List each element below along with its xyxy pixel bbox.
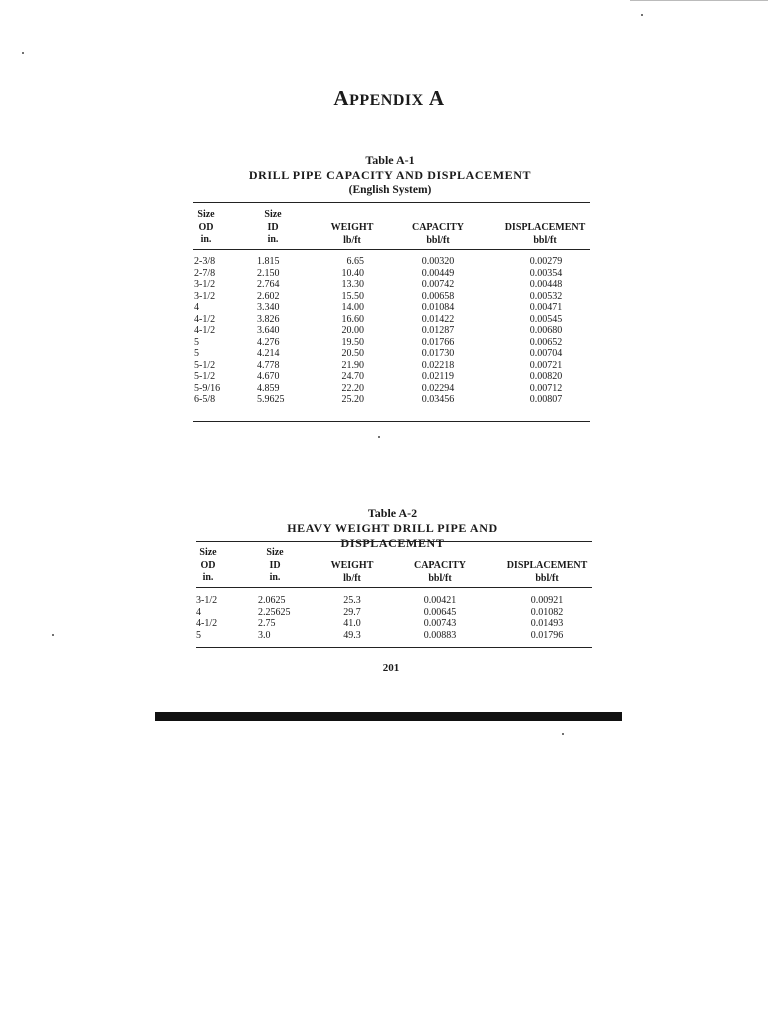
table1-displacement-cell: 0.00471 [529, 302, 563, 313]
table1-displacement-cell: 0.00652 [529, 336, 563, 348]
table1-displacement-cell: 0.00279 [529, 256, 563, 267]
scan-speck [562, 733, 564, 735]
table1-displacement-cell: 0.00545 [529, 313, 563, 325]
table1-weight-cell: 10.40 [341, 267, 364, 279]
table1-displacement-cell: 0.00721 [529, 359, 563, 371]
table1-capacity-cell: 0.00658 [421, 290, 455, 302]
table1-displacement-cell: 0.00712 [529, 382, 563, 394]
table1-id-cell: 2.150 [257, 267, 280, 279]
table-a1-header-od: Size OD in. [197, 209, 215, 245]
table-a2-title: HEAVY WEIGHT DRILL PIPE AND DISPLACEMENT [287, 521, 498, 550]
table1-weight-cell: 16.60 [341, 313, 364, 325]
table1-od-cell: 2-3/8 [194, 256, 216, 267]
table1-od-cell: 5-9/16 [194, 382, 221, 394]
table1-capacity-cell: 0.01422 [421, 313, 455, 325]
scan-speck [22, 52, 24, 54]
table1-displacement-cell: 0.00704 [529, 348, 563, 359]
table2-id-cell: 2.25625 [258, 606, 291, 618]
table2-weight-cell: 49.3 [343, 629, 361, 641]
table1-id-cell: 4.214 [257, 348, 280, 359]
table1-weight-cell: 21.90 [341, 359, 364, 371]
table2-capacity-cell: 0.00743 [423, 618, 457, 629]
table2-displacement-cell: 0.00921 [530, 595, 564, 606]
table1-capacity-cell: 0.02294 [421, 382, 455, 394]
table1-id-cell: 2.764 [257, 279, 280, 290]
table2-od-cell: 4 [196, 606, 201, 618]
table-a2-number: Table A-2 [367, 506, 418, 520]
table-a1-col-displacement [518, 256, 574, 406]
table1-displacement-cell: 0.00448 [529, 279, 563, 290]
table2-weight-cell: 25.3 [343, 595, 361, 606]
table2-displacement-cell: 0.01796 [530, 629, 564, 641]
table-a1-header-weight: WEIGHT lb/ft [330, 222, 374, 246]
scan-edge-line [630, 0, 768, 1]
table1-id-cell: 4.778 [257, 359, 280, 371]
table2-id-cell: 2.75 [258, 618, 276, 629]
table-a1-bottom-rule [193, 421, 590, 422]
table-a2-header-capacity: CAPACITY bbl/ft [413, 560, 467, 584]
table1-weight-cell: 20.50 [341, 348, 364, 359]
table1-od-cell: 5-1/2 [194, 359, 216, 371]
table1-id-cell: 3.826 [257, 313, 280, 325]
table2-capacity-cell: 0.00883 [423, 629, 457, 641]
table-a1-header-capacity: CAPACITY bbl/ft [411, 222, 465, 246]
table-a2-col-id [258, 595, 318, 641]
table1-od-cell: 5 [194, 348, 199, 359]
table1-capacity-cell: 0.01287 [421, 325, 455, 336]
table1-capacity-cell: 0.00320 [421, 256, 455, 267]
table1-capacity-cell: 0.00449 [421, 267, 455, 279]
table-a2-header-rule [196, 587, 592, 588]
table1-id-cell: 2.602 [257, 290, 280, 302]
table1-capacity-cell: 0.01766 [421, 336, 455, 348]
table1-od-cell: 3-1/2 [194, 279, 216, 290]
table-a1-col-weight [318, 256, 364, 406]
scan-speck [378, 436, 380, 438]
table-a1-col-capacity [410, 256, 466, 406]
heading-initial: A [333, 86, 350, 110]
table-a2-col-displacement [519, 595, 575, 641]
table1-weight-cell: 14.00 [341, 302, 364, 313]
table1-capacity-cell: 0.02119 [421, 371, 455, 382]
table1-id-cell: 4.859 [257, 382, 280, 394]
table1-capacity-cell: 0.00742 [421, 279, 455, 290]
table1-capacity-cell: 0.01730 [421, 348, 455, 359]
table2-weight-cell: 41.0 [343, 618, 361, 629]
table2-weight-cell: 29.7 [343, 606, 361, 618]
table-a1-header-rule [193, 249, 590, 250]
table-a2-col-weight [330, 595, 374, 641]
table1-od-cell: 3-1/2 [194, 290, 216, 302]
heading-letter: A [428, 86, 445, 110]
table1-displacement-cell: 0.00532 [529, 290, 563, 302]
table-a1-col-id [257, 256, 307, 406]
page-footer-bar [155, 712, 622, 721]
scan-speck [52, 634, 54, 636]
table-a1-title: DRILL PIPE CAPACITY AND DISPLACEMENT [248, 168, 532, 182]
heading-rest: PPENDIX [349, 92, 424, 109]
table1-weight-cell: 15.50 [341, 290, 364, 302]
table-a1-caption [230, 153, 550, 198]
table-a2-header-od: Size OD in. [199, 547, 217, 583]
table1-id-cell: 1.815 [257, 256, 280, 267]
page-number: 201 [382, 662, 400, 674]
scan-speck [641, 14, 643, 16]
table-a1-header-displacement: DISPLACEMENT bbl/ft [504, 222, 586, 246]
table-a2-col-od [196, 595, 246, 641]
table1-id-cell: 3.640 [257, 325, 280, 336]
table1-id-cell: 4.670 [257, 371, 280, 382]
table1-capacity-cell: 0.01084 [421, 302, 455, 313]
table1-od-cell: 4 [194, 302, 199, 313]
table-a2-header-id: Size ID in. [266, 547, 284, 583]
table1-weight-cell: 22.20 [341, 382, 364, 394]
table1-displacement-cell: 0.00354 [529, 267, 563, 279]
appendix-heading [0, 86, 768, 111]
table1-id-cell: 5.9625 [257, 394, 285, 405]
table1-od-cell: 4-1/2 [194, 325, 216, 336]
table1-weight-cell: 25.20 [341, 394, 364, 405]
table1-od-cell: 6-5/8 [194, 394, 216, 405]
table2-id-cell: 3.0 [258, 629, 271, 641]
table-a2-col-capacity [412, 595, 468, 641]
table2-displacement-cell: 0.01493 [530, 618, 564, 629]
table-a2-top-rule [196, 541, 592, 542]
table1-od-cell: 5 [194, 336, 199, 348]
table1-id-cell: 3.340 [257, 302, 280, 313]
table2-capacity-cell: 0.00645 [423, 606, 457, 618]
table1-weight-cell: 24.70 [341, 371, 364, 382]
table-a1-header-id: Size ID in. [264, 209, 282, 245]
table1-displacement-cell: 0.00680 [529, 325, 563, 336]
table1-weight-cell: 6.65 [346, 256, 364, 267]
table2-od-cell: 3-1/2 [196, 595, 218, 606]
table-a1-subtitle: (English System) [348, 184, 432, 196]
table1-displacement-cell: 0.00820 [529, 371, 563, 382]
table2-displacement-cell: 0.01082 [530, 606, 564, 618]
table-a2-header-displacement: DISPLACEMENT bbl/ft [506, 560, 588, 584]
table1-weight-cell: 19.50 [341, 336, 364, 348]
table1-od-cell: 5-1/2 [194, 371, 216, 382]
table2-capacity-cell: 0.00421 [423, 595, 457, 606]
table-a1-top-rule [193, 202, 590, 203]
table1-weight-cell: 13.30 [341, 279, 364, 290]
table-a1-col-od [194, 256, 244, 406]
table1-capacity-cell: 0.03456 [421, 394, 455, 405]
table-a2-header-weight: WEIGHT lb/ft [330, 560, 374, 584]
table1-weight-cell: 20.00 [341, 325, 364, 336]
table1-displacement-cell: 0.00807 [529, 394, 563, 405]
table1-id-cell: 4.276 [257, 336, 280, 348]
table1-od-cell: 2-7/8 [194, 267, 216, 279]
table2-id-cell: 2.0625 [258, 595, 286, 606]
table-a2-caption [240, 506, 545, 551]
table1-capacity-cell: 0.02218 [421, 359, 455, 371]
table2-od-cell: 5 [196, 629, 201, 641]
table-a1-number: Table A-1 [365, 153, 415, 167]
table1-od-cell: 4-1/2 [194, 313, 216, 325]
table-a2-bottom-rule [196, 647, 592, 648]
table2-od-cell: 4-1/2 [196, 618, 218, 629]
